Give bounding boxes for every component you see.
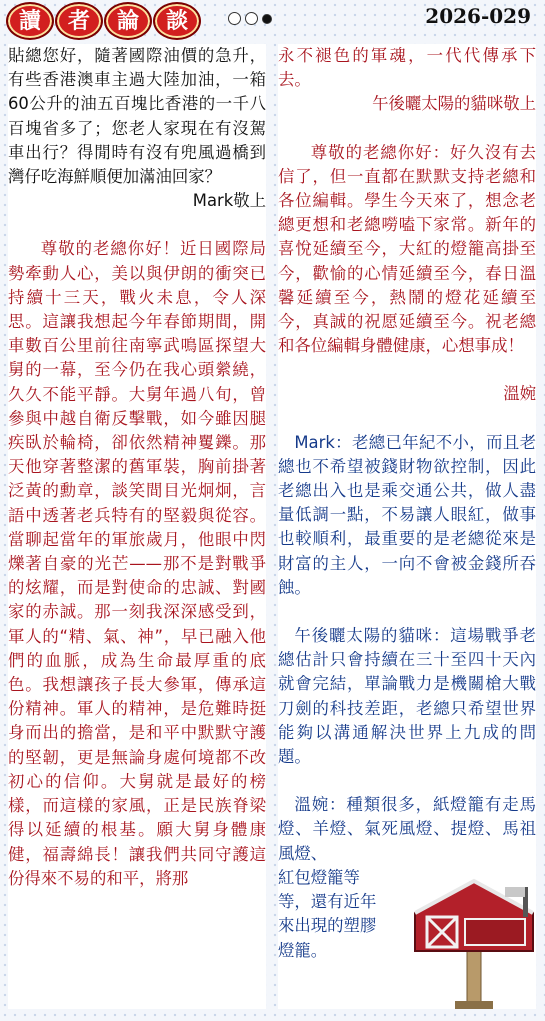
letter-signature: Mark敬上 xyxy=(192,191,266,211)
circle-icon xyxy=(228,12,241,25)
title-char: 者 xyxy=(55,2,103,40)
issue-number: 2026-029 xyxy=(425,4,531,28)
letter-paragraph: 貼總您好，隨著國際油價的急升，有些香港澳車主過大陸加油，一箱60公升的油五百塊比香港的一千八百塊省多了；您老人家現在有沒駕車出行？得閒時有沒有兜風過橋到灣仔吃海鮮順便加滿油回家？ xyxy=(8,46,266,187)
reply-paragraph: Mark：老總已年紀不小，而且老總也不希望被錢財物欲控制，因此老總出入也是乘交通公共，做人盡量低調一點，不易讓人眼紅，做事也較順利，最重要的是老總從來是財富的主人，一向不會被金錢所吞蝕。 xyxy=(278,432,536,597)
letter-paragraph: 尊敬的老總你好！近日國際局勢牽動人心，美以與伊朗的衝突已持續十三天，戰火未息，令人深思。這讓我想起今年春節期間，開車數百公里前往南寧武鳴區探望大舅的一幕，至今仍在我心頭縈繞，久久不能平靜。大舅年過八旬，曾參與中越自衛反擊戰，如今雖因腿疾臥於輪椅，卻依然精神矍鑠。那天他穿著整潔的舊軍裝，胸前掛著泛黃的勳章，談笑間目光炯炯，言語中透著老兵特有的堅毅與從容。當聊起當年的軍旅歲月，他眼中閃爍著自豪的光芒——那不是對戰爭的炫耀，而是對使命的忠誠、對國家的赤誠。那一刻我深深感受到，軍人的“精、氣、神”，早已融入他們的血脈，成為生命最厚重的底色。我想讓孩子長大參軍，傳承這份精神。軍人的精神，是危難時挺身而出的擔當，是和平中默默守護的堅韌，更是無論身處何境都不改初心的信仰。大舅就是最好的榜樣，而這樣的家風，正是民族脊梁得以延續的根基。願大舅身體康健，福壽綿長！讓我們共同守護這份得來不易的和平，將那 xyxy=(8,239,266,888)
circle-filled-icon xyxy=(262,14,272,24)
letter-paragraph: 永不褪色的軍魂，一代代傳承下去。 xyxy=(278,46,536,90)
right-column xyxy=(278,44,536,1009)
reply-line: 來出現的塑膠 xyxy=(278,916,377,936)
circle-icon xyxy=(245,12,258,25)
reply-line: 等，還有近年 xyxy=(278,892,377,912)
header xyxy=(0,0,545,38)
reply-paragraph: 溫婉：種類很多，紙燈籠有走馬燈、羊燈、氣死風燈、提燈、馬祖風燈、 xyxy=(278,795,536,863)
reply-line: 紅包燈籠等 xyxy=(278,867,360,887)
left-column xyxy=(8,44,266,1009)
letter-signature: 午後曬太陽的貓咪敬上 xyxy=(372,94,536,114)
letter-paragraph: 尊敬的老總你好：好久沒有去信了，但一直都在默默支持老總和各位編輯。學生今天來了，想念老總更想和老總嘮嗑下家常。新年的喜悅延續至今，大紅的燈籠高掛至今，歡愉的心情延續至今，春日溫馨延續至今，熱鬧的燈花延續至今，真誠的祝愿延續至今。祝老總和各位編輯身體健康，心想事成！ xyxy=(278,142,536,356)
reply-line: 燈籠。 xyxy=(278,940,328,960)
letter-signature: 溫婉 xyxy=(503,384,536,404)
mailbox-icon xyxy=(405,873,543,1013)
title-char: 談 xyxy=(153,2,201,40)
title-char: 論 xyxy=(104,2,152,40)
decorative-dots xyxy=(228,12,272,25)
column-title xyxy=(6,2,201,40)
reply-paragraph: 午後曬太陽的貓咪：這場戰爭老總估計只會持續在三十至四十天內就會完結，單論戰力是機關槍大戰刀劍的科技差距，老總只希望世界能夠以溝通解決世界上九成的問題。 xyxy=(278,626,536,767)
title-char: 讀 xyxy=(6,2,54,40)
